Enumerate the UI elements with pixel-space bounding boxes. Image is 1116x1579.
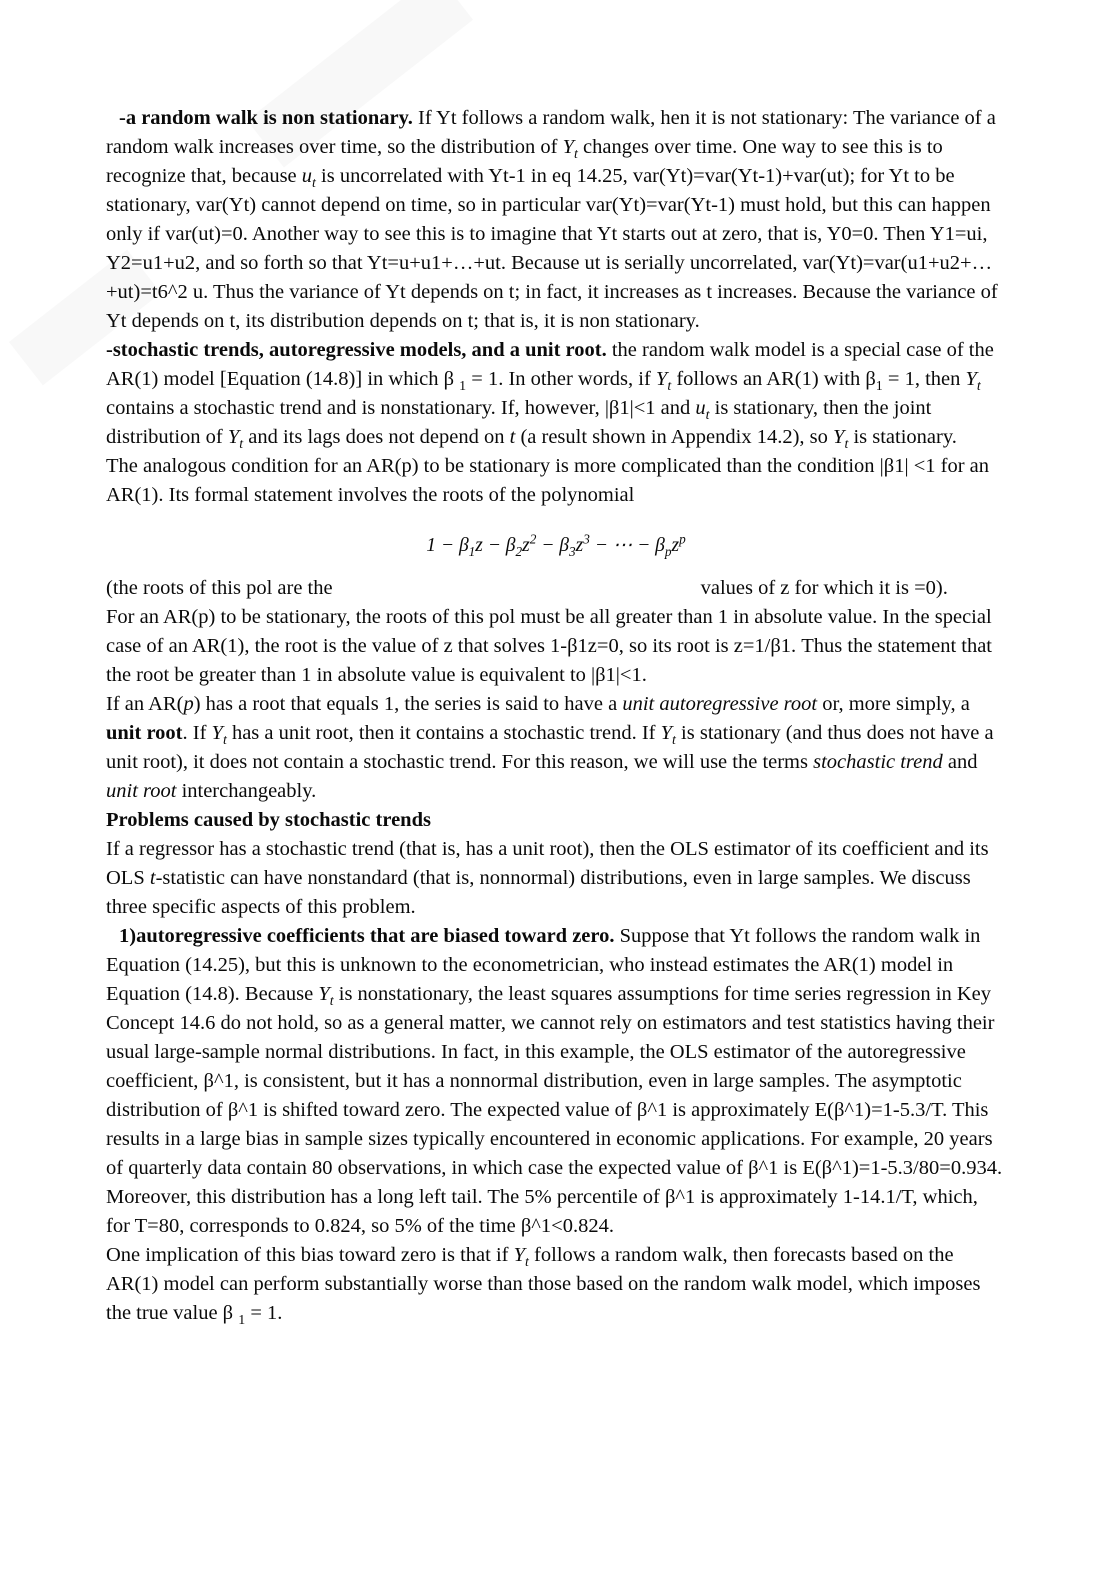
text-segment: -a random walk is non stationary. xyxy=(119,107,413,129)
text-segment: t xyxy=(239,437,244,453)
text-segment: the random walk model is a special case of the AR(1) model [Equation (14.8)] in which β xyxy=(106,339,994,390)
text-segment: t xyxy=(844,437,849,453)
text-segment: − β xyxy=(536,535,569,556)
text-segment: ) has a root that equals 1, the series is said to have a xyxy=(193,693,623,715)
text-segment: unit root xyxy=(106,722,183,744)
text-segment: z xyxy=(522,535,530,556)
paragraph-roots-explanation xyxy=(106,603,1006,690)
text-segment: If Yt follows a random walk, hen it is not stationary: The variance of a random walk increases over time, so the distribution of xyxy=(106,107,996,158)
text-segment: 1 xyxy=(459,379,467,395)
text-segment: 1 − β xyxy=(426,535,469,556)
text-segment: is nonstationary, the least squares assumptions for time series regression in Key Concept 14.6 do not hold, so as a general matter, we cannot rely on estimators and test statistics having their usual large-sample normal distributions. In fact, in this example, the OLS estimator of the autoregressive coefficient, β^1, is consistent, but it has a nonnormal distribution, even in large samples. The asymptotic distribution of β^1 is shifted toward zero. The expected value of β^1 is approximately E(β^1)=1-5.3/T. This results in a large bias in sample sizes typically encountered in economic applications. For example, 20 years of quarterly data contain 80 observations, in which case the expected value of β^1 is E(β^1)=1-5.3/80=0.934. Moreover, this distribution has a long left tail. The 5% percentile of β^1 is approximately 1-14.1/T, which, for T=80, corresponds to 0.824, so 5% of the time β^1<0.824. xyxy=(106,983,1003,1237)
text-segment: t xyxy=(976,379,981,395)
paragraph-unit-root-definition xyxy=(106,690,1006,806)
text-segment: . If xyxy=(182,722,212,744)
text-segment: Y xyxy=(655,368,668,390)
text-segment: Suppose that Yt follows the random walk in Equation (14.25), but this is unknown to the econometrician, who instead estimates the AR(1) model in Equation (14.8). Because xyxy=(106,925,981,1005)
paragraph-regressor-stochastic-trend xyxy=(106,835,1006,922)
text-segment: t xyxy=(312,176,316,192)
text-segment: z − β xyxy=(475,535,516,556)
text-segment: Y xyxy=(660,722,673,744)
text-segment: values of z for which it is =0). xyxy=(700,577,948,599)
paragraph-stochastic-trends-unit-root xyxy=(106,336,1006,452)
equation-polynomial xyxy=(106,531,1006,560)
text-segment: t xyxy=(329,994,334,1010)
text-segment: 1 xyxy=(468,543,476,559)
text-segment: 1)autoregressive coefficients that are biased toward zero. xyxy=(119,925,615,947)
text-segment: The analogous condition for an AR(p) to be stationary is more complicated than the condition |β1| <1 for an AR(1). Its formal statement involves the roots of the polynomial xyxy=(106,455,990,506)
text-segment: Y xyxy=(833,426,845,448)
text-segment: 2 xyxy=(529,531,537,547)
text-segment: Y xyxy=(227,426,240,448)
text-segment: = 1. xyxy=(245,1302,283,1324)
text-segment: t xyxy=(672,733,676,749)
text-segment: For an AR(p) to be stationary, the roots of this pol must be all greater than 1 in absolute value. In the special case of an AR(1), the root is the value of z that solves 1-β1z=0, so its root is z=1/β1. Thus the statement that the root be greater than 1 in absolute value is equivalent to |β1|<1. xyxy=(106,606,993,686)
text-segment: t xyxy=(667,379,672,395)
text-segment: t xyxy=(222,733,227,749)
text-segment: changes over time. One way to see this is to recognize that, because xyxy=(106,136,943,187)
text-segment: z xyxy=(575,535,584,556)
text-segment: = 1, then xyxy=(882,368,966,390)
text-segment: has a unit root, then it contains a stochastic trend. If xyxy=(226,722,661,744)
text-segment: − ⋯ − β xyxy=(589,535,665,556)
text-segment: contains a stochastic trend and is nonstationary. If, however, |β1|<1 and xyxy=(106,397,696,419)
text-segment: One implication of this bias toward zero is that if xyxy=(106,1244,514,1266)
text-segment: (a result shown in Appendix 14.2), so xyxy=(515,426,834,448)
heading-problems-stochastic-trends xyxy=(106,806,1006,835)
blank-gap xyxy=(333,593,701,594)
text-segment: and its lags does not depend on xyxy=(243,426,510,448)
text-segment: is stationary. xyxy=(848,426,957,448)
text-segment: is stationary (and thus does not have a unit root), it does not contain a stochastic trend. For this reason, we will use the terms xyxy=(106,722,994,773)
text-segment: If a regressor has a stochastic trend (that is, has a unit root), then the OLS estimator of its coefficient and its OLS xyxy=(106,838,989,889)
text-segment: t xyxy=(509,426,516,448)
text-segment: If an AR( xyxy=(106,693,184,715)
paragraph-biased-coefficients xyxy=(106,922,1006,1241)
paragraph-arp-condition xyxy=(106,452,1006,510)
text-segment: 2 xyxy=(515,543,523,559)
text-segment: is stationary, then the joint distribution of xyxy=(106,397,932,448)
paragraph-bias-implication xyxy=(106,1241,1006,1328)
paragraph-roots-gap-line xyxy=(106,574,1006,603)
text-segment: (the roots of this pol are the xyxy=(106,577,333,599)
text-segment: is uncorrelated with Yt-1 in eq 14.25, var(Yt)=var(Yt-1)+var(ut); for Yt to be stationary, var(Yt) cannot depend on time, so in particular var(Yt)=var(Yt-1) must hold, but this can happen only if var(ut)=0. Another way to see this is to imagine that Yt starts out at zero, that is, Y0=0. Then Y1=ui, Y2=u1+u2, and so forth so that Yt=u+u1+…+ut. Because ut is serially uncorrelated, var(Yt)=var(u1+u2+…+ut)=t6^2 u. Thus the variance of Yt depends on t; in fact, it increases as t increases. Because the variance of Yt depends on t, its distribution depends on t; that is, it is non stationary. xyxy=(106,165,998,332)
text-segment: u xyxy=(695,397,706,419)
text-segment: or, more simply, a xyxy=(817,693,970,715)
text-segment: 3 xyxy=(583,531,590,547)
text-segment: Problems caused by stochastic trends xyxy=(106,809,431,831)
text-segment: Y xyxy=(562,136,574,158)
text-segment: stochastic trend xyxy=(813,751,943,773)
text-segment: p xyxy=(679,531,686,547)
text-segment: t xyxy=(705,408,710,424)
text-segment: t xyxy=(525,1255,529,1271)
text-segment: -stochastic trends, autoregressive models, and a unit root. xyxy=(106,339,607,361)
text-segment: and xyxy=(942,751,978,773)
text-segment: Y xyxy=(513,1244,526,1266)
text-segment: Y xyxy=(211,722,223,744)
text-segment: u xyxy=(301,165,313,187)
text-segment: -statistic can have nonstandard (that is, nonnormal) distributions, even in large samples. We discuss three specific aspects of this problem. xyxy=(106,867,971,918)
text-segment: 3 xyxy=(568,543,576,559)
text-segment: z xyxy=(671,535,680,556)
text-segment: Y xyxy=(965,368,977,390)
text-segment: Y xyxy=(318,983,330,1005)
text-segment: t xyxy=(149,867,156,889)
text-segment: 1 xyxy=(238,1313,246,1329)
text-segment: = 1. In other words, if xyxy=(466,368,656,390)
text-segment: p xyxy=(664,543,672,559)
text-segment: p xyxy=(183,693,194,715)
text-segment: follows an AR(1) with β xyxy=(671,368,876,390)
text-segment: unit autoregressive root xyxy=(622,693,818,715)
text-segment: t xyxy=(574,147,578,163)
text-segment: follows a random walk, then forecasts based on the AR(1) model can perform substantially worse than those based on the random walk model, which imposes the true value β xyxy=(106,1244,981,1324)
paragraph-random-walk-nonstationary xyxy=(106,104,1006,336)
text-segment: unit root xyxy=(106,780,177,802)
text-segment: interchangeably. xyxy=(176,780,317,802)
text-segment: 1 xyxy=(875,379,883,395)
document-content xyxy=(106,104,1006,1328)
